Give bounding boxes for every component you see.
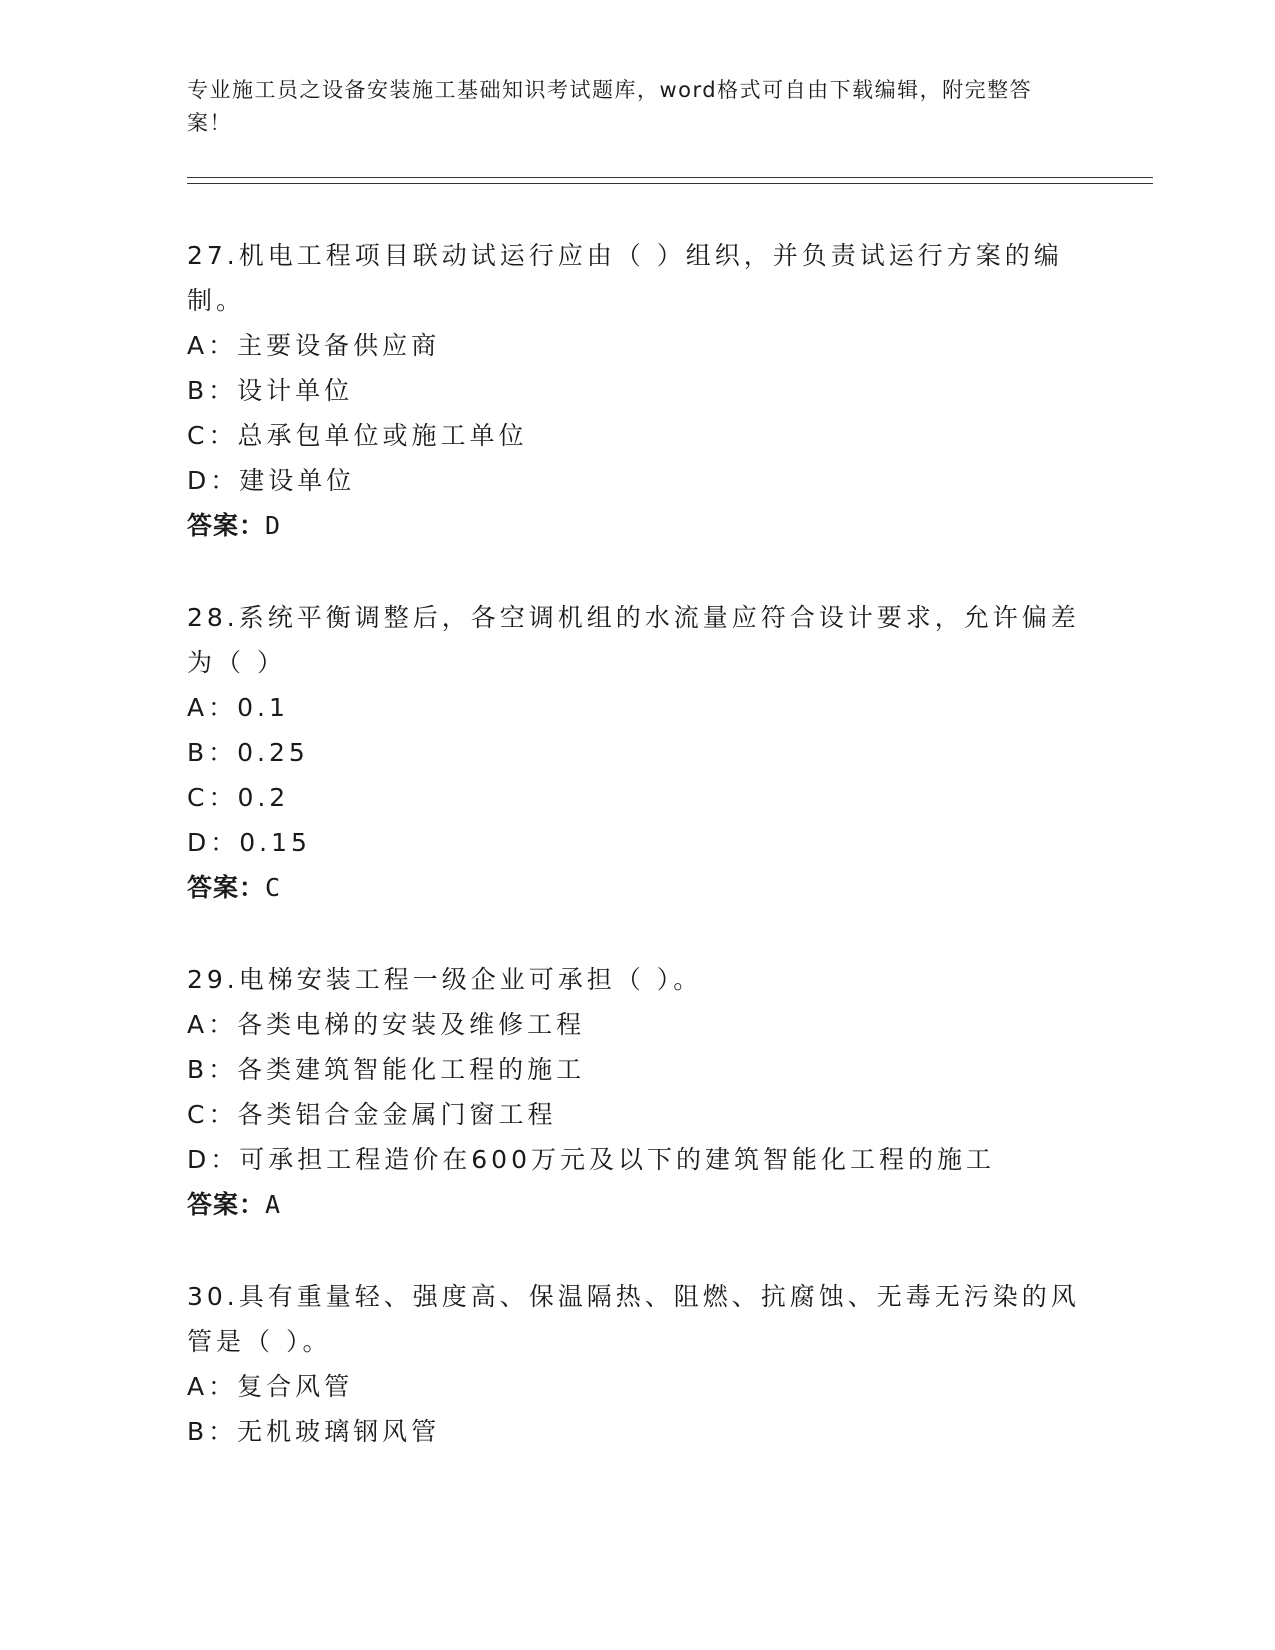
question-stem: 28.系统平衡调整后，各空调机组的水流量应符合设计要求，允许偏差为（ ） — [187, 603, 1080, 677]
option-c: C：0.2 — [187, 783, 290, 812]
option-b: B：无机玻璃钢风管 — [187, 1417, 441, 1446]
option-d: D：建设单位 — [187, 466, 356, 495]
option-b: B：设计单位 — [187, 376, 354, 405]
header-divider-bottom — [187, 183, 1153, 184]
answer-line — [187, 865, 1087, 910]
question-28 — [187, 595, 1087, 910]
answer-label: 答案： — [187, 873, 266, 902]
option-c: C：总承包单位或施工单位 — [187, 421, 528, 450]
option-d: D：可承担工程造价在600万元及以下的建筑智能化工程的施工 — [187, 1145, 995, 1174]
header-divider-top — [187, 177, 1153, 178]
question-30 — [187, 1274, 1087, 1454]
option-a: A：复合风管 — [187, 1372, 354, 1401]
answer-value: A — [265, 1190, 282, 1219]
question-29 — [187, 957, 1087, 1227]
option-c: C：各类铝合金金属门窗工程 — [187, 1100, 557, 1129]
question-27 — [187, 233, 1087, 548]
option-a: A：0.1 — [187, 693, 289, 722]
answer-label: 答案： — [187, 1190, 266, 1219]
question-stem: 29.电梯安装工程一级企业可承担（ ）。 — [187, 965, 703, 994]
document-header: 专业施工员之设备安装施工基础知识考试题库，word格式可自由下载编辑，附完整答案！ — [187, 78, 1033, 135]
answer-label: 答案： — [187, 511, 266, 540]
question-stem: 30.具有重量轻、强度高、保温隔热、阻燃、抗腐蚀、无毒无污染的风管是（ ）。 — [187, 1282, 1080, 1356]
answer-line — [187, 1182, 1087, 1227]
question-stem: 27.机电工程项目联动试运行应由（ ）组织，并负责试运行方案的编制。 — [187, 241, 1063, 315]
answer-value: D — [265, 511, 282, 540]
option-b: B：0.25 — [187, 738, 309, 767]
option-a: A：各类电梯的安装及维修工程 — [187, 1010, 586, 1039]
option-b: B：各类建筑智能化工程的施工 — [187, 1055, 586, 1084]
option-a: A：主要设备供应商 — [187, 331, 441, 360]
answer-value: C — [265, 873, 282, 902]
answer-line — [187, 503, 1087, 548]
option-d: D：0.15 — [187, 828, 311, 857]
